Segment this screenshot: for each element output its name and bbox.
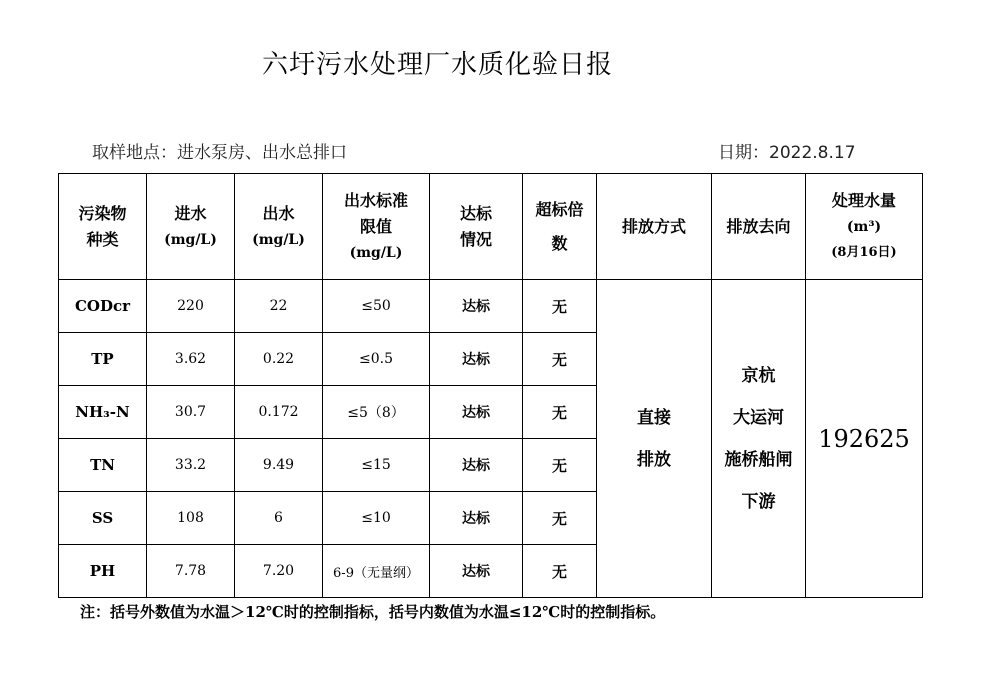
inflow-value: 220 <box>147 280 235 333</box>
header-exceed: 超标倍 数 <box>523 174 597 280</box>
report-date: 日期：2022.8.17 <box>718 143 856 163</box>
outflow-value: 6 <box>235 492 323 545</box>
exceed-multiple: 无 <box>523 545 597 598</box>
treated-volume: 192625 <box>806 280 923 598</box>
header-inflow: 进水 (mg/L) <box>147 174 235 280</box>
compliance-status: 达标 <box>430 439 523 492</box>
compliance-status: 达标 <box>430 545 523 598</box>
compliance-status: 达标 <box>430 333 523 386</box>
compliance-status: 达标 <box>430 386 523 439</box>
limit-value: ≤50 <box>323 280 430 333</box>
exceed-multiple: 无 <box>523 333 597 386</box>
exceed-multiple: 无 <box>523 492 597 545</box>
footnote: 注：括号外数值为水温＞12℃时的控制指标，括号内数值为水温≤12℃时的控制指标。 <box>80 603 666 621</box>
header-compliance: 达标 情况 <box>430 174 523 280</box>
header-volume: 处理水量 (m³) (8月16日) <box>806 174 923 280</box>
discharge-destination-cell: 京杭 大运河 施桥船闸 下游 <box>712 280 806 598</box>
exceed-multiple: 无 <box>523 280 597 333</box>
inflow-value: 108 <box>147 492 235 545</box>
table-row <box>59 280 923 333</box>
inflow-value: 3.62 <box>147 333 235 386</box>
pollutant-name: PH <box>59 545 147 598</box>
header-outflow: 出水 (mg/L) <box>235 174 323 280</box>
water-quality-table <box>58 173 923 598</box>
discharge-method-cell: 直接 排放 <box>597 280 712 598</box>
limit-value: ≤0.5 <box>323 333 430 386</box>
compliance-status: 达标 <box>430 280 523 333</box>
limit-value: ≤15 <box>323 439 430 492</box>
inflow-value: 33.2 <box>147 439 235 492</box>
exceed-multiple: 无 <box>523 386 597 439</box>
report-title: 六圩污水处理厂水质化验日报 <box>262 50 614 80</box>
exceed-multiple: 无 <box>523 439 597 492</box>
limit-value: 6-9（无量纲） <box>323 545 430 598</box>
header-standard: 出水标准 限值 (mg/L) <box>323 174 430 280</box>
outflow-value: 22 <box>235 280 323 333</box>
inflow-value: 30.7 <box>147 386 235 439</box>
header-discharge-method: 排放方式 <box>597 174 712 280</box>
compliance-status: 达标 <box>430 492 523 545</box>
pollutant-name: NH₃-N <box>59 386 147 439</box>
pollutant-name: CODcr <box>59 280 147 333</box>
outflow-value: 0.172 <box>235 386 323 439</box>
outflow-value: 0.22 <box>235 333 323 386</box>
pollutant-name: SS <box>59 492 147 545</box>
outflow-value: 7.20 <box>235 545 323 598</box>
table-header-row <box>59 174 923 280</box>
sample-location: 取样地点：进水泵房、出水总排口 <box>92 143 347 163</box>
header-pollutant: 污染物 种类 <box>59 174 147 280</box>
pollutant-name: TP <box>59 333 147 386</box>
outflow-value: 9.49 <box>235 439 323 492</box>
limit-value: ≤5（8） <box>323 386 430 439</box>
limit-value: ≤10 <box>323 492 430 545</box>
inflow-value: 7.78 <box>147 545 235 598</box>
header-discharge-destination: 排放去向 <box>712 174 806 280</box>
pollutant-name: TN <box>59 439 147 492</box>
